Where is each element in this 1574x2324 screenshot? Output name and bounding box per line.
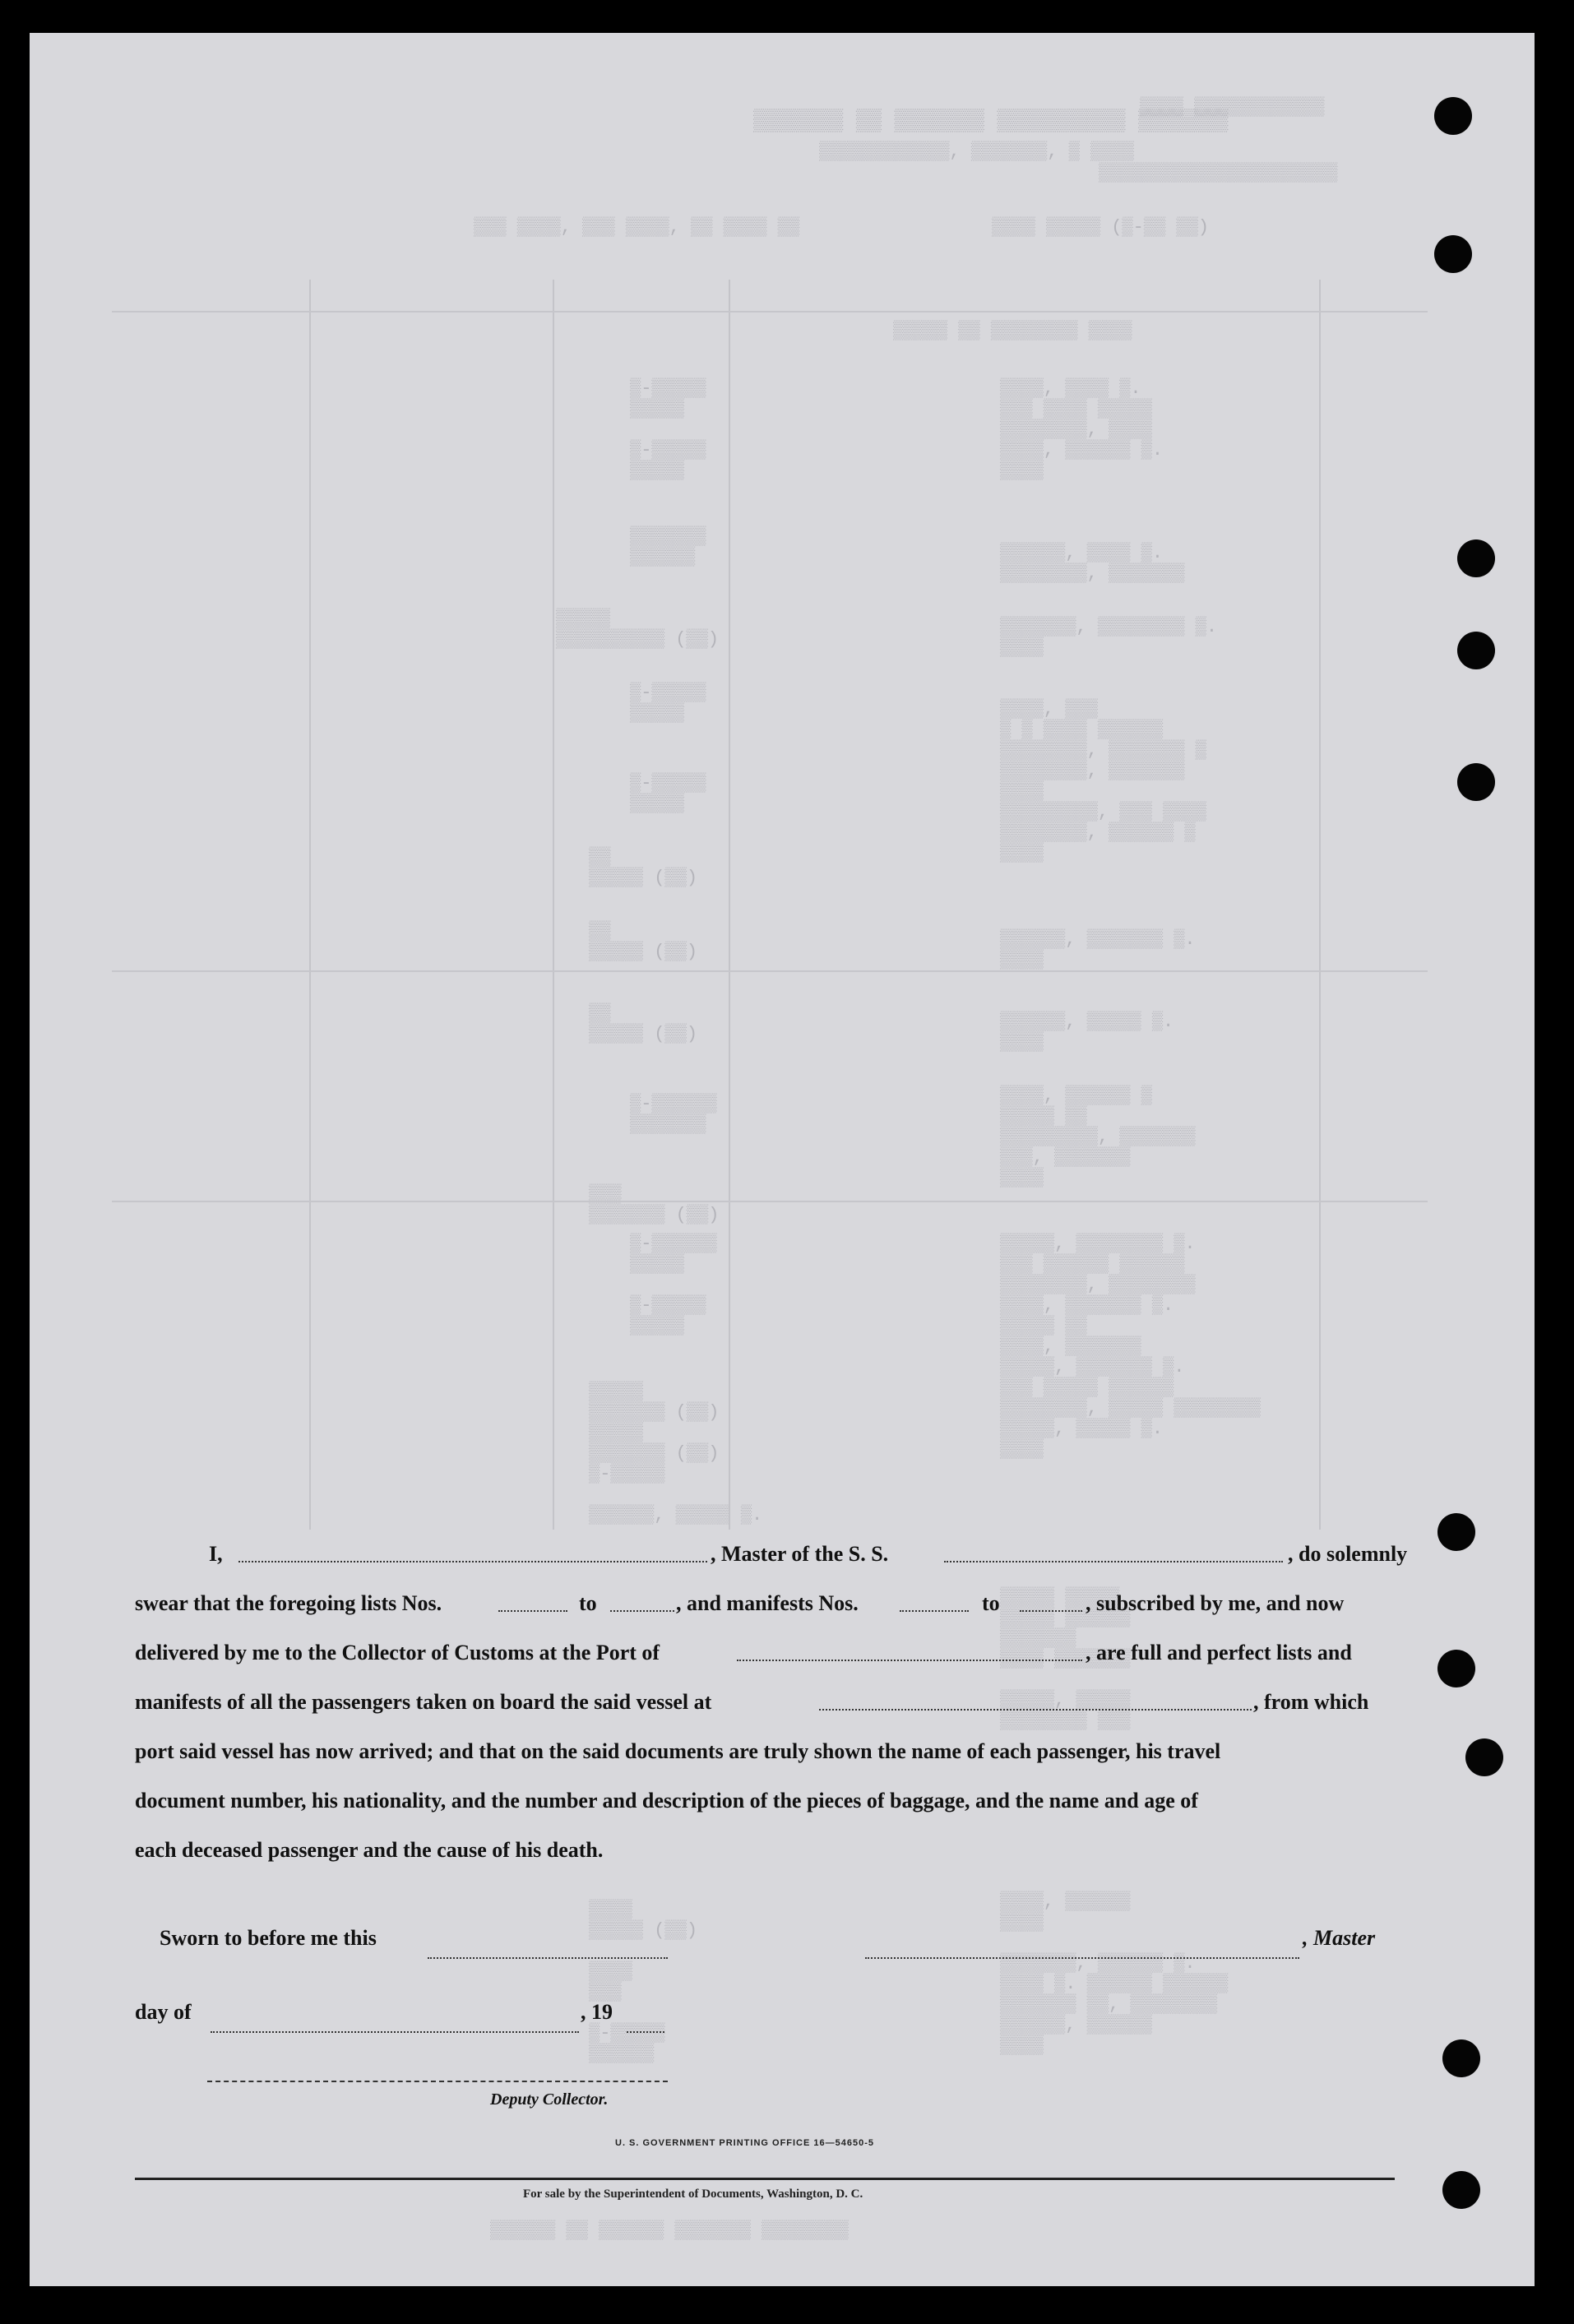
oath-text: to (982, 1591, 1000, 1615)
oath-text: manifests of all the passengers taken on board the said vessel at (135, 1690, 712, 1714)
punch-hole-icon (1442, 2039, 1480, 2077)
punch-hole-icon (1434, 97, 1472, 135)
printing-office-imprint: U. S. GOVERNMENT PRINTING OFFICE 16—54650-5 (615, 2138, 875, 2148)
oath-line-2 (135, 1579, 1418, 1628)
oath-text: each deceased passenger and the cause of his death. (135, 1838, 604, 1862)
punch-hole-icon (1434, 235, 1472, 273)
year-blank[interactable] (627, 2015, 664, 2033)
oath-text: , Master of the S. S. (711, 1542, 889, 1566)
punch-hole-icon (1437, 1650, 1475, 1687)
port-of-departure-blank[interactable] (819, 1692, 1252, 1711)
oath-text: , from which (1253, 1690, 1369, 1714)
oath-line-6 (135, 1776, 1418, 1826)
manifest-page: ▒▒▒▒▒▒▒ ▒▒ ▒▒▒▒▒▒▒ ▒▒▒▒▒▒▒▒▒▒ ▒▒▒▒▒▒▒ ▒▒▒▒▒▒▒▒▒▒▒▒, ▒▒▒▒▒▒▒, ▒ ▒▒▒▒ ▒▒▒▒ ▒▒▒▒▒▒▒▒▒▒▒▒ ▒▒▒▒▒▒▒▒▒▒▒▒▒▒▒▒▒▒▒▒▒▒ ▒▒▒ ▒▒▒▒, ▒▒▒ ▒▒▒▒, ▒▒ ▒▒▒▒ ▒▒ ▒▒▒▒ ▒▒▒▒▒ (▒-▒▒ ▒▒) ▒▒▒▒▒ ▒▒ ▒▒▒▒▒▒▒▒ ▒▒▒▒ ▒▒▒▒, ▒▒▒▒ ▒. ▒▒▒ ▒▒▒▒ ▒▒▒▒▒ ▒▒▒▒▒▒▒▒, ▒▒▒▒ ▒▒▒▒, ▒▒▒▒▒▒ ▒. ▒▒▒▒ ▒-▒▒▒▒▒ ▒▒▒▒▒ ▒-▒▒▒▒▒ ▒▒▒▒▒ ▒▒▒▒▒▒▒ ▒▒▒▒▒▒ ▒▒▒▒▒▒, ▒▒▒▒ ▒. ▒▒▒▒▒▒▒▒, ▒▒▒▒▒▒▒ ▒▒▒▒▒ ▒▒▒▒▒▒▒▒▒▒ (▒▒) ▒▒▒▒▒▒▒, ▒▒▒▒▒▒▒▒ ▒. ▒▒▒▒ ▒-▒▒▒▒▒ ▒▒▒▒▒ ▒▒▒▒, ▒▒▒ ▒ ▒ ▒▒▒▒ ▒▒▒▒▒▒ ▒▒▒▒▒▒▒▒, ▒▒▒▒▒▒▒ ▒ ▒▒▒▒▒▒▒▒, ▒▒▒▒▒▒▒ ▒▒▒▒ ▒▒▒▒▒▒▒▒▒, ▒▒▒ ▒▒▒▒ ▒▒▒▒▒▒▒▒, ▒▒▒▒▒▒ ▒ ▒▒▒▒ ▒-▒▒▒▒▒ ▒▒▒▒▒ ▒▒ ▒▒▒▒▒ (▒▒) ▒▒ ▒▒▒▒▒ (▒▒) ▒▒▒▒▒▒, ▒▒▒▒▒▒▒ ▒. ▒▒▒▒ ▒▒ ▒▒▒▒▒ (▒▒) ▒▒▒▒▒▒, ▒▒▒▒▒ ▒. ▒▒▒▒ ▒▒▒▒, ▒▒▒▒▒▒ ▒ ▒▒▒▒▒ ▒▒ ▒▒▒▒▒▒▒▒▒, ▒▒▒▒▒▒▒ ▒▒▒, ▒▒▒▒▒▒▒ ▒▒▒▒ ▒-▒▒▒▒▒▒ ▒▒▒▒▒▒▒ ▒▒▒ ▒▒▒▒▒▒▒ (▒▒) ▒▒▒▒▒, ▒▒▒▒▒▒▒▒ ▒. ▒▒▒ ▒▒▒▒▒▒ ▒▒▒▒▒▒ ▒▒▒▒▒▒▒▒, ▒▒▒▒▒▒▒▒ ▒▒▒▒, ▒▒▒▒▒▒▒ ▒. ▒▒▒▒▒ ▒▒ ▒▒▒▒, ▒▒▒▒▒▒▒ ▒▒▒▒▒, ▒▒▒▒▒▒▒ ▒. ▒▒▒ ▒▒▒▒▒ ▒▒▒▒▒▒ ▒▒▒▒▒▒▒▒, ▒▒▒▒▒ ▒▒▒▒▒▒▒▒ ▒▒▒▒▒, ▒▒▒▒▒ ▒. ▒▒▒▒ ▒-▒▒▒▒▒▒ ▒▒▒▒▒ ▒-▒▒▒▒▒ ▒▒▒▒▒ ▒▒▒▒▒ ▒▒▒▒▒▒▒ (▒▒) ▒▒▒▒▒ ▒▒▒▒▒▒▒ (▒▒) ▒-▒▒▒▒▒ ▒▒▒▒▒▒, ▒▒▒▒▒ ▒. ▒▒▒▒▒ ▒▒▒▒▒ ▒▒▒▒▒ ▒▒▒▒▒▒ ▒▒▒▒▒▒▒ ▒▒▒▒ ▒▒▒▒▒▒▒ ▒▒▒▒▒, ▒▒▒▒▒ ▒▒▒▒▒▒▒▒ ▒▒▒ ▒▒▒▒, ▒▒▒▒▒▒ ▒▒▒▒ ▒▒▒▒▒▒▒, ▒▒▒▒▒▒ ▒. ▒▒▒▒ ▒. ▒▒▒▒▒▒ ▒▒▒▒▒▒ ▒▒▒▒▒▒▒ ▒▒, ▒▒▒▒▒▒▒▒ ▒▒▒▒▒▒, ▒▒▒▒▒▒ ▒▒▒▒ ▒▒▒▒ ▒▒▒▒▒ (▒▒) ▒▒▒▒ ▒▒▒ ▒-▒▒▒▒▒ ▒▒▒▒▒▒ ▒▒▒▒▒▒ ▒▒ ▒▒▒▒▒▒ ▒▒▒▒▒▒▒ ▒▒▒▒▒▒▒▒ I, , Master of the S. S. , do solemnly swear that the foregoing lists Nos. to , and manifests Nos. to , subscribed by me, and now delivered by me to the Collector of Customs at the Port of , are full and perfect lists and manifests of all the passengers taken on board the said vessel at , from which port said vessel has now arrived; and that on the said documents are truly shown the name of each passenger, his travel document number, his nationality, and the number and description of the pieces of baggage, and the name and age of each deceased passenger and the cause of his death. Sworn to before me this , Master day of , 19 Deputy Collector. U. S. GOVERNMENT PRINTING OFFICE 16—54650-5 For sale by the Superintendent of Documents, Washington, D. C. (30, 33, 1535, 2286)
month-blank[interactable] (211, 2015, 579, 2033)
oath-text: I, (209, 1542, 223, 1566)
footer-rule (135, 2178, 1395, 2180)
manifest-no-to-blank[interactable] (1020, 1594, 1082, 1612)
oath-text: , do solemnly (1288, 1542, 1408, 1566)
oath-text: document number, his nationality, and the number and description of the pieces of baggage, and the name and age of (135, 1789, 1198, 1812)
oath-line-7 (135, 1826, 1418, 1875)
sworn-date-blank[interactable] (428, 1941, 668, 1959)
oath-text: , and manifests Nos. (676, 1591, 859, 1615)
oath-text: , subscribed by me, and now (1086, 1591, 1345, 1615)
punch-hole-icon (1457, 539, 1495, 577)
punch-hole-icon (1457, 632, 1495, 669)
punch-hole-icon (1442, 2171, 1480, 2209)
master-label: , Master (1303, 1926, 1376, 1950)
manifest-no-from-blank[interactable] (900, 1594, 969, 1612)
master-signature-blank[interactable] (865, 1941, 1299, 1959)
oath-text: delivered by me to the Collector of Customs at the Port of (135, 1641, 660, 1664)
vessel-name-blank[interactable] (944, 1544, 1283, 1562)
list-no-to-blank[interactable] (610, 1594, 674, 1612)
oath-line-1 (135, 1530, 1418, 1579)
oath-line-3 (135, 1628, 1418, 1678)
list-no-from-blank[interactable] (498, 1594, 567, 1612)
sworn-block (135, 1926, 1418, 2123)
oath-line-5 (135, 1727, 1418, 1776)
oath-text: swear that the foregoing lists Nos. (135, 1591, 442, 1615)
sworn-label: Sworn to before me this (160, 1926, 377, 1950)
day-of-label: day of (135, 2000, 192, 2024)
oath-text: , are full and perfect lists and (1086, 1641, 1352, 1664)
oath-line-4 (135, 1678, 1418, 1727)
punch-hole-icon (1457, 763, 1495, 801)
for-sale-notice: For sale by the Superintendent of Documents, Washington, D. C. (523, 2187, 863, 2201)
port-of-arrival-blank[interactable] (737, 1643, 1082, 1661)
year-label: , 19 (581, 2000, 613, 2024)
master-name-blank[interactable] (238, 1544, 707, 1562)
oath-text: port said vessel has now arrived; and that on the said documents are truly shown the name of each passenger, his travel (135, 1739, 1221, 1763)
master-oath (135, 1530, 1418, 1875)
oath-text: to (579, 1591, 597, 1615)
punch-hole-icon (1437, 1513, 1475, 1551)
deputy-signature-line[interactable] (207, 2081, 668, 2082)
punch-hole-icon (1465, 1738, 1503, 1776)
deputy-collector-label: Deputy Collector. (490, 2090, 609, 2109)
